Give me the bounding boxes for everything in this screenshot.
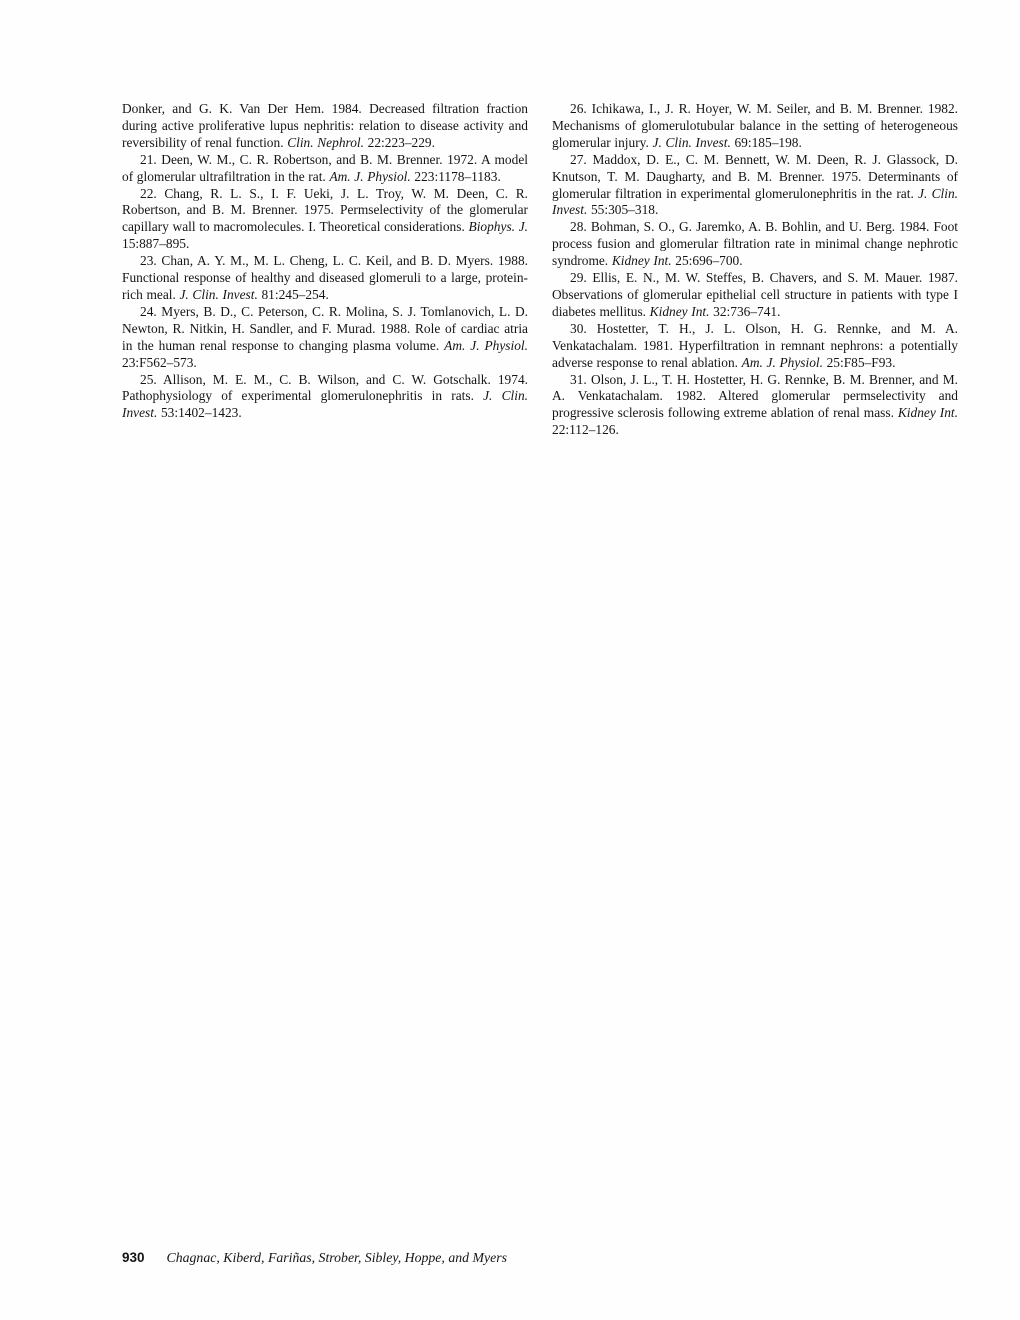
journal-name: Biophys. J. <box>468 219 528 235</box>
reference-item <box>552 270 958 321</box>
journal-name: Kidney Int. <box>611 253 672 269</box>
references-column-left <box>122 101 528 439</box>
reference-text: 25. Allison, M. E. M., C. B. Wilson, and C. W. Gotschalk. 1974. Pathophysiology of experimental glomerulonephritis in rats. <box>122 371 528 404</box>
reference-text: 24. Myers, B. D., C. Peterson, C. R. Molina, S. J. Tomlanovich, L. D. Newton, R. Nitkin, H. Sandler, and F. Murad. 1988. Role of cardiac atria in the human renal response to changing plasma volume. <box>122 303 528 353</box>
journal-name: Am. J. Physiol. <box>444 337 528 353</box>
reference-item <box>552 372 958 440</box>
page-number: 930 <box>122 1250 145 1265</box>
journal-name: Am. J. Physiol. <box>329 168 411 184</box>
journal-name: J. Clin. Invest. <box>179 286 258 302</box>
reference-text: 28. Bohman, S. O., G. Jaremko, A. B. Bohlin, and U. Berg. 1984. Foot process fusion and glomerular filtration rate in minimal change nephrotic syndrome. <box>552 219 958 269</box>
reference-item <box>552 152 958 220</box>
reference-item <box>552 321 958 372</box>
reference-text: 21. Deen, W. M., C. R. Robertson, and B. M. Brenner. 1972. A model of glomerular ultrafiltration in the rat. <box>122 151 528 184</box>
references-column-right <box>552 101 958 439</box>
reference-text: 23. Chan, A. Y. M., M. L. Cheng, L. C. Keil, and B. D. Myers. 1988. Functional response of healthy and diseased glomeruli to a large, protein-rich meal. <box>122 253 528 302</box>
references-columns <box>122 101 958 439</box>
reference-text: 15:887–895. <box>122 236 190 252</box>
reference-text: 27. Maddox, D. E., C. M. Bennett, W. M. Deen, R. J. Glassock, D. Knutson, T. M. Daugharty, and B. M. Brenner. 1975. Determinants of glomerular filtration in experimental glomerulonephritis in the rat. <box>552 151 958 201</box>
reference-text: 25:F85–F93. <box>822 354 896 370</box>
reference-text: 32:736–741. <box>709 303 781 319</box>
reference-text: 223:1178–1183. <box>410 168 501 184</box>
journal-name: J. Clin. Invest. <box>122 388 528 421</box>
reference-item <box>552 219 958 270</box>
journal-name: Kidney Int. <box>649 303 710 319</box>
reference-text: 23:F562–573. <box>122 354 197 370</box>
reference-text: 29. Ellis, E. N., M. W. Steffes, B. Chavers, and S. M. Mauer. 1987. Observations of glomerular epithelial cell structure in patients with type I diabetes mellitus. <box>552 270 958 319</box>
reference-text: 31. Olson, J. L., T. H. Hostetter, H. G. Rennke, B. M. Brenner, and M. A. Venkatachalam. 1982. Altered glomerular permselectivity and progressive sclerosis following extreme ablation of renal mass. <box>552 371 958 421</box>
reference-item <box>122 186 528 254</box>
journal-name: Kidney Int. <box>897 405 958 421</box>
running-authors: Chagnac, Kiberd, Fariñas, Strober, Sibley, Hoppe, and Myers <box>166 1250 507 1265</box>
page-footer <box>122 1250 507 1266</box>
reference-text: 22:223–229. <box>364 134 435 150</box>
reference-text: 26. Ichikawa, I., J. R. Hoyer, W. M. Seiler, and B. M. Brenner. 1982. Mechanisms of glomerulotubular balance in the setting of heterogeneous glomerular injury. <box>552 101 958 150</box>
reference-item <box>122 152 528 186</box>
reference-text: 30. Hostetter, T. H., J. L. Olson, H. G. Rennke, and M. A. Venkatachalam. 1981. Hyperfiltration in remnant nephrons: a potentially adverse response to renal ablation. <box>552 320 958 370</box>
reference-text: Donker, and G. K. Van Der Hem. 1984. Decreased filtration fraction during active proliferative lupus nephritis: relation to disease activity and reversibility of renal function. <box>122 101 528 150</box>
journal-name: J. Clin. Invest. <box>652 134 731 150</box>
reference-item <box>122 101 528 152</box>
reference-text: 53:1402–1423. <box>157 405 242 421</box>
reference-text: 81:245–254. <box>257 286 329 302</box>
journal-name: Am. J. Physiol. <box>741 354 823 370</box>
reference-text: 69:185–198. <box>730 134 802 150</box>
reference-item <box>122 253 528 304</box>
reference-text: 22:112–126. <box>552 422 619 438</box>
reference-item <box>122 304 528 372</box>
reference-text: 25:696–700. <box>671 253 743 269</box>
reference-item <box>122 372 528 423</box>
reference-item <box>552 101 958 152</box>
reference-text: 22. Chang, R. L. S., I. F. Ueki, J. L. Troy, W. M. Deen, C. R. Robertson, and B. M. Brenner. 1975. Permselectivity of the glomerular capillary wall to macromolecules. I. Theoretical considerations. <box>122 185 528 235</box>
journal-name: Clin. Nephrol. <box>287 134 364 150</box>
journal-name: J. Clin. Invest. <box>552 185 958 218</box>
reference-text: 55:305–318. <box>587 202 659 218</box>
